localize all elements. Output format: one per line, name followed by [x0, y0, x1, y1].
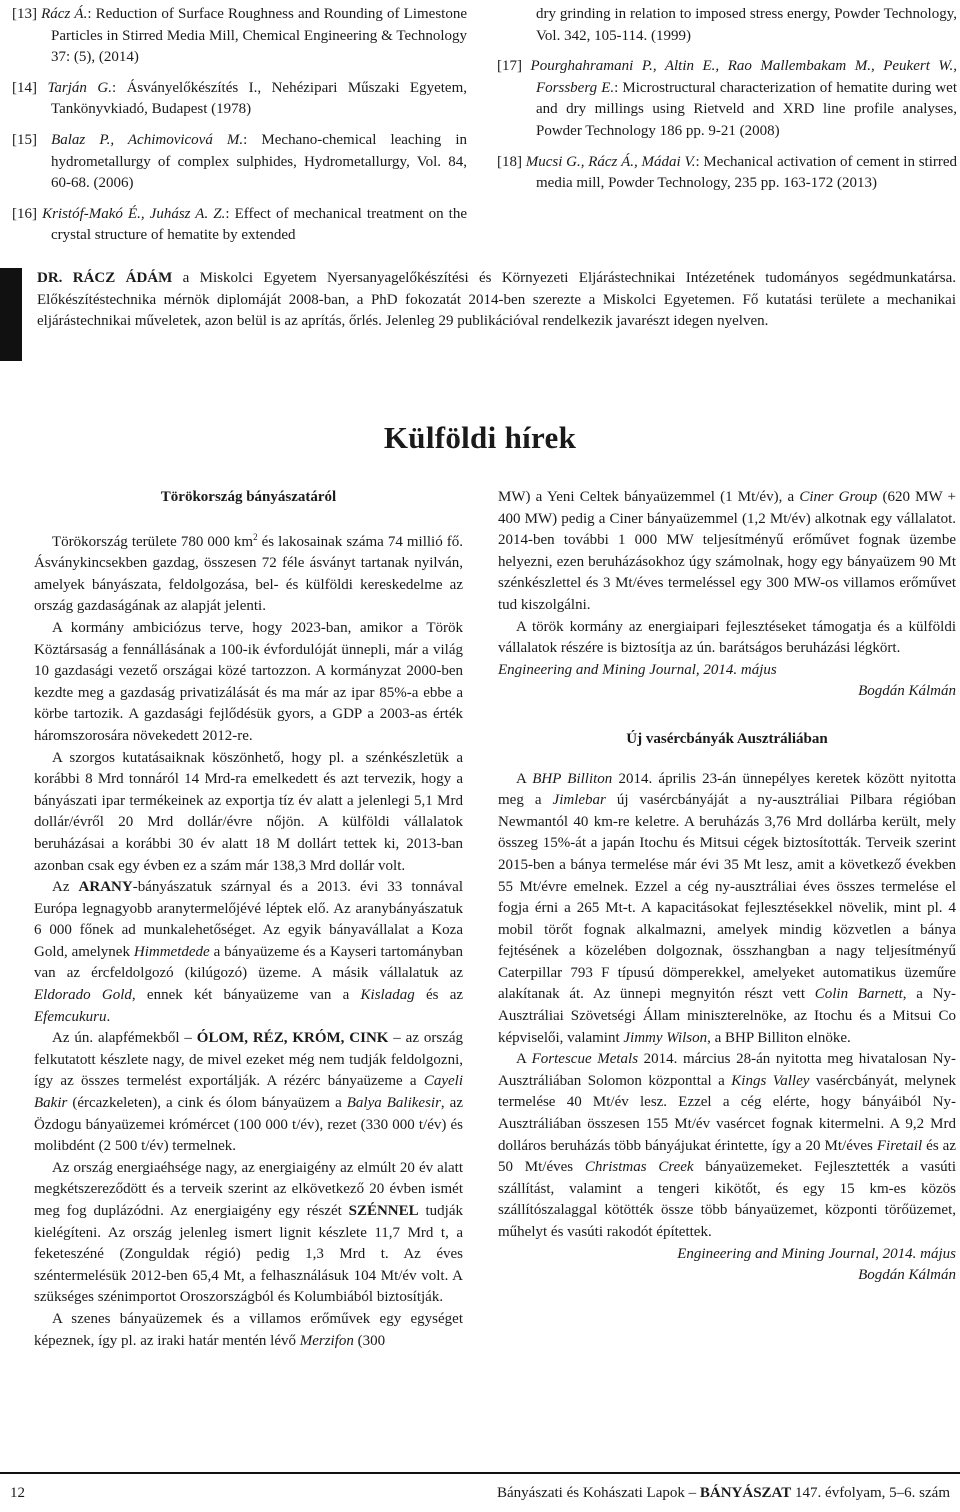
article-signature: Bogdán Kálmán [858, 683, 956, 700]
reference-item: [13] Rácz Á.: Reduction of Surface Roughness and Rounding of Limestone Particles in Stirred Media Mill, Chemical Engineering & Technology 37: (5), (2014) [12, 6, 467, 66]
reference-item: [14] Tarján G.: Ásványelőkészítés I., Nehézipari Műszaki Egyetem, Tankönyvkiadó, Budapest (1978) [12, 79, 467, 118]
article-title: Új vasércbányák Ausztráliában [626, 730, 828, 747]
article-source: Engineering and Mining Journal, 2014. május [677, 1245, 956, 1262]
article-column-2 [498, 487, 956, 1287]
article-title: Törökország bányászatáról [160, 489, 337, 505]
paragraph: A Fortescue Metals 2014. március 28-án nyitotta meg hivatalosan Ny-Ausztráliában Solomon központtal a Kings Valley vasércbányát, melynek termelése 40 Mt/év lesz. Ezzel a cég elérte, hogy bányáiból Ny-Ausztráliában összesen 155 Mt/év vasércet fognak kitermelni. A 9,2 Mrd dolláros beruházás több bányájukat érintette, így a 20 Mt/éves Firetail és az 50 Mt/éves Christmas Creek bányaüzemeket. Fejlesztették a vasúti szállítást, valamint a tengeri kikötőt, és egy 15 km-es közös szállítószalaggal kötötték össze több bányaüzemet, központi törőüzemet, műhelyt és vasúti rakodót építettek. [498, 1051, 956, 1240]
paragraph: Az ország energiaéhsége nagy, az energiaigény az elmúlt 20 év alatt megkétszereződött és a terveik szerint az elkövetkező 20 évben ismét meg fog duplázódni. Az energiaigény egy részét SZÉNNEL tudják kielégíteni. Az ország jelenleg ismert lignit készlete 11,7 Mrd t, a feketeszéné (Zonguldak régió) pedig 1,3 Mrd t. Az éves széntermelésük 2012-ben 65,4 Mt, a felhasználásuk 104 Mt/év volt. A szükséges szénimportot Oroszországból és Kolumbiából biztosítják. [34, 1159, 463, 1306]
references-left-column [12, 4, 467, 256]
section-title: Külföldi hírek [383, 420, 577, 455]
paragraph: Az ún. alapfémekből – ÓLOM, RÉZ, KRÓM, CINK – az ország felkutatott készlete nagy, de mivel ezeket még nem tudják feldolgozni, így az összes termelést exportálják. A rézérc bányaüzeme a Cayeli Bakir (ércazkeleten), a cink és ólom bányaüzem a Balya Balikesir, az Özdogu bányaüzemei krómércet (100 000 t/év), rezet (330 000 t/év) és molibdént (2 500 t/év) termelnek. [34, 1030, 463, 1155]
paragraph: A szenes bányaüzemek és a villamos erőművek egy egységet képeznek, így pl. az iraki határ mentén lévő Merzifon (300 [34, 1310, 463, 1349]
article-turkey-column-1 [34, 487, 463, 1352]
paragraph: Az ARANY-bányászatuk szárnyal és a 2013. évi 33 tonnával Európa legnagyobb aranytermelőjévé léptek elő. Az aranybányászatuk 6 000 főnek ad munkalehetőséget. Az egyik bányavállalat a Koza Gold, amelynek Himmetdede a bányaüzeme és a Kayseri tartományban van az ércfeldolgozó (kilúgozó) üzeme. A másik vállalatuk az Eldorado Gold, ennek két bányaüzeme van a Kisladag és az Efemcukuru. [34, 879, 464, 1025]
paragraph: Törökország területe 780 000 $km^2$ és lakosainak száma 74 millió fő. Ásványkincsekben gazdag, összesen 72 féle ásványt tartanak nyilván, amelyek bányászata, feldolgozása, bel- és külföldi kereskedelme az ország gazdaságának az alapját jelenti. [34, 531, 464, 615]
page-number: 12 [10, 1485, 25, 1501]
reference-continuation: dry grinding in relation to imposed stress energy, Powder Technology, Vol. 342, 105-114. (1999) [536, 6, 957, 44]
paragraph: A török kormány az energiaipari fejlesztéseket támogatja és a külföldi vállalatok részére is biztosítja az ún. barátságos beruházási légkört. [498, 618, 956, 657]
paragraph-continuation: MW) a Yeni Celtek bányaüzemmel (1 Mt/év), a Ciner Group (620 MW + 400 MW) pedig a Ciner bányaüzemmel (1,2 Mt/év) alkotnak egy vállalatot. 2014-ben további 1 000 MW teljesítményű erőművet fognak üzembe helyezni, ezen beruházásokhoz úgy számolnak, hogy egy bányaüzem 90 Mt szénkészlettel és 3 Mt/éves termeléssel egy 300 MW-os villamos erőművet tud kiszolgálni. [498, 489, 957, 613]
article-signature: Bogdán Kálmán [858, 1267, 956, 1284]
reference-item: [15] Balaz P., Achimovicová M.: Mechano-chemical leaching in hydrometallurgy of complex sulphides, Hydrometallurgy, Vol. 84, 60-68. (2006) [12, 131, 467, 192]
reference-item: [18] Mucsi G., Rácz Á., Mádai V.: Mechanical activation of cement in stirred media mill, Powder Technology, 235 pp. 163-172 (2013) [497, 153, 958, 192]
article-source: Engineering and Mining Journal, 2014. május [498, 661, 777, 678]
footer-divider [0, 1472, 960, 1474]
paragraph: A szorgos kutatásaiknak köszönhető, hogy pl. a szénkészletük a korábbi 8 Mrd tonnáról 14 Mrd-ra emelkedett és azt tervezik, hogy a bányászati ipar termékeinek az exportja tíz év alatt a jelenlegi 5,1 Mrd dollár/évről 20 Mrd dollár/évre nőjön. A külföldi vállalatok beruházásai a korábbi 30 év alatt 18 M dollárt tettek ki, 2013-ban azonban csak egy évben ez a szám már 138,3 Mrd dollár volt. [34, 749, 463, 874]
paragraph: A kormány ambiciózus terve, hogy 2023-ban, amikor a Török Köztársaság a fennállásának a 100-ik évfordulóját ünnepli, már a világ 10 gazdasági vezető országai közé tartozzon. A kormányzat 2000-ben kezdte meg a gazdaság privatizálását és ma már az ipar 85%-a ebbe a körbe tartozik. A gazdasági fejlődésük gyors, a GDP a 2003-as érték háromszorosára növekedett 2012-re. [34, 619, 463, 744]
journal-footer: Bányászati és Kohászati Lapok – BÁNYÁSZAT 147. évfolyam, 5–6. szám [497, 1485, 950, 1501]
author-name: DR. RÁCZ ÁDÁM [37, 270, 173, 286]
reference-item: [16] Kristóf-Makó É., Juhász A. Z.: Effect of mechanical treatment on the crystal structure of hematite by extended [12, 205, 467, 244]
author-bio-marker [0, 268, 22, 361]
reference-item: [17] Pourghahramani P., Altin E., Rao Mallembakam M., Peukert W., Forssberg E.: Microstructural characterization of hematite during wet and dry millings using Rietveld and XRD line profile analyses, Powder Technology 186 pp. 9-21 (2008) [497, 58, 958, 139]
paragraph: A BHP Billiton 2014. április 23-án ünnepélyes keretek között nyitotta meg a Jimlebar új vasércbányáját a ny-ausztráliai Pilbara régióban Newmantól 40 km-re keletre. A beruházás 3,76 Mrd dollárba került, mely összeg 15%-át a japán Itochu és Mitsui cégek biztosították. Terveik szerint 2015-ben a bánya termelése már évi 35 Mt lesz, amit a következő években 55 Mt/évre emelnek. Ezzel a cég ny-ausztráliai éves összes termelése el fogja érni a 265 Mt-t. A kapacitásokat fejlesztésekkel növelik, mint pl. 4 mobil törőt fognak alkalmazni, amelyek mindig közvetlen a bánya fejtésének a közelében dolgoznak, összhangban a nagy teljesítményű Caterpillar 793 F típusú dömperekkel, amelyeket automatikus üzeműre alakítanak át. Az ünnepi megnyitón részt vett Colin Barnett, a Ny-Ausztráliai Szövetségi Állam miniszterelnöke, az Itochu és a Mitsui Co képviselői, valamint Jimmy Wilson, a BHP Billiton elnöke. [498, 770, 956, 1046]
references-right-column [497, 4, 957, 204]
author-bio: DR. RÁCZ ÁDÁM a Miskolci Egyetem Nyersanyagelőkészítési és Környezeti Eljárástechnikai Intézetének tudományos segédmunkatársa. Előkészítéstechnika mérnök diplomáját 2008-ban, a PhD fokozatát 2014-ben szerezte a Miskolci Egyetemen. Fő kutatási területe a mechanikai eljárástechnikai műveletek, azon belül is az aprítás, őrlés. Jelenleg 29 publikációval rendelkezik javarészt idegen nyelven. [37, 270, 956, 330]
